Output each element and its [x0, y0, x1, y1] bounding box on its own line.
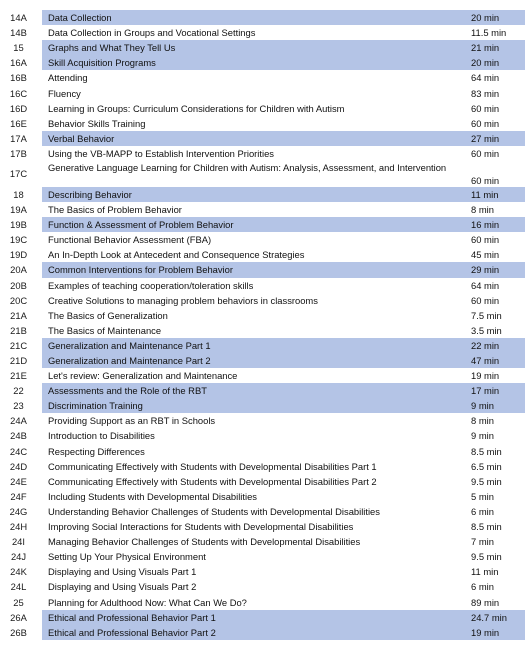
table-row: [0, 444, 525, 459]
module-number: 16B: [10, 72, 27, 84]
table-row: [0, 519, 525, 534]
module-number: 21E: [10, 370, 27, 382]
module-number: 26B: [10, 626, 27, 638]
module-number: 16D: [9, 102, 28, 114]
module-duration: 5 min: [471, 490, 494, 502]
table-row: [0, 398, 525, 413]
module-number: 21B: [10, 324, 27, 336]
module-number: 24E: [10, 475, 27, 487]
module-title: Displaying and Using Visuals Part 1: [48, 566, 197, 578]
module-duration: 60 min: [471, 117, 500, 129]
table-row: [0, 40, 525, 55]
module-number: 23: [13, 400, 24, 412]
module-title: Common Interventions for Problem Behavior: [48, 264, 233, 276]
module-duration: 19 min: [471, 626, 500, 638]
table-row: [0, 116, 525, 131]
table-row: [0, 594, 525, 609]
table-row: [0, 278, 525, 293]
module-number: 24B: [10, 430, 27, 442]
table-row: [0, 55, 525, 70]
module-number: 19B: [10, 219, 27, 231]
module-number: 20C: [9, 294, 28, 306]
table-row: [0, 579, 525, 594]
table-row: [0, 489, 525, 504]
table-row: [0, 504, 525, 519]
module-duration: 45 min: [471, 249, 500, 261]
module-title: Providing Support as an RBT in Schools: [48, 415, 216, 427]
module-duration: 64 min: [471, 72, 500, 84]
module-title: Including Students with Developmental Disabilities: [48, 490, 257, 502]
module-number: 14B: [10, 27, 27, 39]
module-duration: 9 min: [471, 400, 494, 412]
module-number: 24J: [10, 551, 27, 563]
table-row: [0, 187, 525, 202]
module-number: 18: [13, 188, 24, 200]
module-duration: 21 min: [471, 42, 500, 54]
module-title: Verbal Behavior: [48, 132, 115, 144]
module-title: Attending: [48, 72, 88, 84]
module-duration: 64 min: [471, 279, 500, 291]
module-title: Communicating Effectively with Students with Developmental Disabilities Part 1: [48, 460, 377, 472]
module-duration: 24.7 min: [471, 611, 507, 623]
module-number: 19C: [9, 234, 28, 246]
table-row: [0, 308, 525, 323]
module-duration: 6.5 min: [471, 460, 502, 472]
module-title: Planning for Adulthood Now: What Can We Do?: [48, 596, 247, 608]
module-duration: 9.5 min: [471, 475, 502, 487]
table-row: [0, 10, 525, 25]
module-title: Assessments and the Role of the RBT: [48, 385, 207, 397]
table-row: [0, 534, 525, 549]
module-duration: 20 min: [471, 57, 500, 69]
module-duration: 22 min: [471, 339, 500, 351]
module-duration: 89 min: [471, 596, 500, 608]
module-title: Using the VB-MAPP to Establish Intervention Priorities: [48, 147, 274, 159]
module-number: 19D: [9, 249, 28, 261]
module-number: 21D: [9, 355, 28, 367]
module-number: 16A: [10, 57, 27, 69]
module-title: Data Collection in Groups and Vocational Settings: [48, 27, 256, 39]
module-duration: 29 min: [471, 264, 500, 276]
module-number: 22: [13, 385, 24, 397]
module-duration: 27 min: [471, 132, 500, 144]
module-number: 26A: [10, 611, 27, 623]
module-number: 20A: [10, 264, 27, 276]
module-title: Generalization and Maintenance Part 2: [48, 355, 211, 367]
module-number: 17B: [10, 147, 27, 159]
table-row: [0, 428, 525, 443]
table-row: [0, 383, 525, 398]
module-number: 24F: [10, 490, 27, 502]
module-title: Data Collection: [48, 12, 112, 24]
table-row: [0, 131, 525, 146]
module-duration: 7 min: [471, 536, 494, 548]
table-row: [0, 549, 525, 564]
table-row: [0, 353, 525, 368]
table-row: [0, 413, 525, 428]
module-title: Understanding Behavior Challenges of Students with Developmental Disabilities: [48, 505, 380, 517]
course-module-table: [0, 10, 525, 640]
table-row: [0, 625, 525, 640]
table-row: [0, 368, 525, 383]
table-row: [0, 146, 525, 161]
module-title: Introduction to Disabilities: [48, 430, 155, 442]
module-number: 20B: [10, 279, 27, 291]
module-title: Displaying and Using Visuals Part 2: [48, 581, 197, 593]
module-title: Function & Assessment of Problem Behavior: [48, 219, 234, 231]
module-title: Discrimination Training: [48, 400, 143, 412]
module-title: Fluency: [48, 87, 81, 99]
module-number: 14A: [10, 12, 27, 24]
module-duration: 83 min: [471, 87, 500, 99]
module-title: Learning in Groups: Curriculum Considerations for Children with Autism: [48, 102, 345, 114]
module-title: Creative Solutions to managing problem behaviors in classrooms: [48, 294, 318, 306]
module-number: 16E: [10, 117, 27, 129]
module-title: Generalization and Maintenance Part 1: [48, 339, 211, 351]
module-duration: 8 min: [471, 415, 494, 427]
module-number: 19A: [10, 204, 27, 216]
module-title: An In-Depth Look at Antecedent and Consequence Strategies: [48, 249, 305, 261]
module-title: Graphs and What They Tell Us: [48, 42, 176, 54]
module-duration: 19 min: [471, 370, 500, 382]
module-number: 24K: [10, 566, 27, 578]
module-duration: 47 min: [471, 355, 500, 367]
module-duration: 20 min: [471, 12, 500, 24]
module-number: 24L: [10, 581, 27, 593]
table-row: [0, 338, 525, 353]
module-duration: 9 min: [471, 430, 494, 442]
module-title: Ethical and Professional Behavior Part 1: [48, 611, 216, 623]
table-row: [0, 217, 525, 232]
module-duration: 60 min: [471, 147, 500, 159]
table-row: [0, 101, 525, 116]
module-duration: 8.5 min: [471, 445, 502, 457]
module-number: 24H: [9, 521, 28, 533]
module-number: 15: [13, 42, 24, 54]
table-row: [0, 323, 525, 338]
module-duration: 11 min: [471, 188, 499, 200]
module-title: Ethical and Professional Behavior Part 2: [48, 626, 216, 638]
module-number: 17A: [10, 132, 27, 144]
module-title: Improving Social Interactions for Students with Developmental Disabilities: [48, 521, 354, 533]
module-duration: 60 min: [471, 234, 500, 246]
module-duration: 8.5 min: [471, 521, 502, 533]
module-title: Examples of teaching cooperation/toleration skills: [48, 279, 254, 291]
module-number: 24A: [10, 415, 27, 427]
module-title: Managing Behavior Challenges of Students with Developmental Disabilities: [48, 536, 361, 548]
table-row: [0, 25, 525, 40]
module-number: 24C: [9, 445, 28, 457]
module-number: 25: [13, 596, 24, 608]
module-title: The Basics of Generalization: [48, 309, 168, 321]
module-title: The Basics of Maintenance: [48, 324, 162, 336]
module-title: Respecting Differences: [48, 445, 145, 457]
module-number: 21A: [10, 309, 27, 321]
module-number: 24G: [9, 505, 28, 517]
table-row: [0, 293, 525, 308]
table-row: [0, 474, 525, 489]
module-title: Generative Language Learning for Children with Autism: Analysis, Assessment, and Intervention: [48, 161, 447, 173]
module-duration: 11 min: [471, 566, 499, 578]
module-duration: 16 min: [471, 219, 500, 231]
module-title: Functional Behavior Assessment (FBA): [48, 234, 212, 246]
table-row: [0, 202, 525, 217]
module-title: The Basics of Problem Behavior: [48, 204, 182, 216]
table-row: [0, 161, 525, 187]
module-number: 24I: [11, 536, 26, 548]
module-duration: 60 min: [471, 294, 500, 306]
module-title: Setting Up Your Physical Environment: [48, 551, 206, 563]
module-duration: 60 min: [471, 174, 500, 186]
module-title: Skill Acquisition Programs: [48, 57, 156, 69]
module-duration: 60 min: [471, 102, 500, 114]
table-row: [0, 85, 525, 100]
module-duration: 8 min: [471, 204, 494, 216]
module-number: 21C: [9, 339, 28, 351]
table-row: [0, 610, 525, 625]
module-number: 16C: [9, 87, 28, 99]
module-duration: 11.5 min: [471, 27, 507, 39]
module-duration: 17 min: [471, 385, 500, 397]
table-row: [0, 564, 525, 579]
module-duration: 6 min: [471, 581, 494, 593]
table-row: [0, 247, 525, 262]
table-row: [0, 262, 525, 277]
table-row: [0, 459, 525, 474]
table-row: [0, 70, 525, 85]
table-row: [0, 232, 525, 247]
module-title: Describing Behavior: [48, 188, 132, 200]
module-duration: 9.5 min: [471, 551, 502, 563]
module-duration: 7.5 min: [471, 309, 502, 321]
module-title: Behavior Skills Training: [48, 117, 146, 129]
module-title: Communicating Effectively with Students with Developmental Disabilities Part 2: [48, 475, 377, 487]
module-number: 17C: [9, 168, 28, 180]
module-duration: 6 min: [471, 505, 494, 517]
module-duration: 3.5 min: [471, 324, 502, 336]
module-title: Let's review: Generalization and Maintenance: [48, 370, 238, 382]
module-number: 24D: [9, 460, 28, 472]
